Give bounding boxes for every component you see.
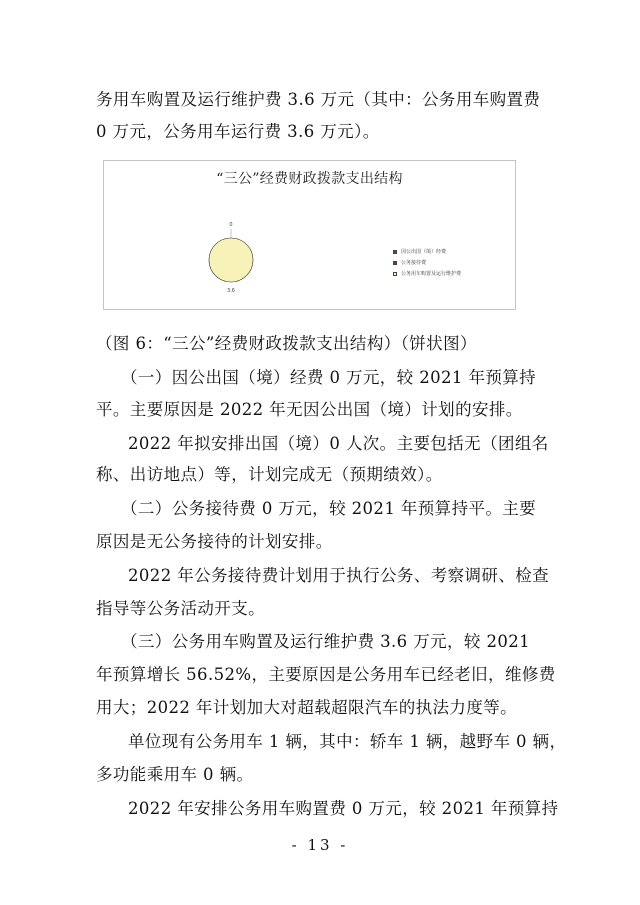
legend-label: 公务接待费 [401, 260, 427, 266]
text-line: 务用车购置及运行维护费 3.6 万元（其中：公务用车购置费 [96, 90, 541, 109]
text-line: 0 万元，公务用车运行费 3.6 万元）。 [96, 122, 380, 141]
text-line: 2022 年安排公务用车购置费 0 万元，较 2021 年预算持 [128, 799, 559, 818]
legend-swatch [393, 250, 397, 254]
chart-legend [393, 247, 503, 280]
chart-title: “三公”经费财政拨款支出结构 [216, 171, 403, 187]
figure-caption: （图 6：“三公”经费财政拨款支出结构）（饼状图） [96, 334, 477, 353]
text-line: 原因是无公务接待的计划安排。 [96, 532, 333, 551]
text-line: 称、出访地点）等，计划完成无（预期绩效）。 [96, 465, 443, 484]
text-line: 多功能乘用车 0 辆。 [96, 765, 254, 784]
pie-data-label: 3.6 [227, 288, 235, 294]
legend-label: 因公出国（境）经费 [401, 249, 447, 255]
legend-label: 公务用车购置及运行维护费 [401, 271, 462, 277]
text-line: 2022 年公务接待费计划用于执行公务、考察调研、检查 [128, 566, 550, 585]
pie-data-label: 0 [229, 222, 233, 228]
legend-item [393, 247, 503, 258]
page-number: - 13 - [291, 836, 349, 854]
text-line: （三）公务用车购置及运行维护费 3.6 万元，较 2021 [121, 632, 531, 651]
legend-swatch [393, 261, 397, 265]
legend-swatch [393, 272, 397, 276]
pie-chart [103, 160, 516, 310]
text-line: 平。主要原因是 2022 年无因公出国（境）计划的安排。 [96, 400, 523, 419]
text-line: 年预算增长 56.52%，主要原因是公务用车已经老旧，维修费 [96, 665, 556, 684]
text-line: 用大；2022 年计划加大对超载超限汽车的执法力度等。 [96, 698, 518, 717]
pie-slice [209, 238, 253, 282]
pie-chart-plot [104, 161, 515, 309]
text-line: （二）公务接待费 0 万元，较 2021 年预算持平。主要 [121, 499, 537, 518]
text-line: 指导等公务活动开支。 [96, 599, 265, 618]
text-line: 单位现有公务用车 1 辆，其中：轿车 1 辆，越野车 0 辆， [128, 732, 567, 751]
text-line: （一）因公出国（境）经费 0 万元，较 2021 年预算持 [121, 368, 537, 387]
text-line: 2022 年拟安排出国（境）0 人次。主要包括无（团组名 [128, 434, 549, 453]
legend-item [393, 258, 503, 269]
legend-item [393, 269, 503, 280]
